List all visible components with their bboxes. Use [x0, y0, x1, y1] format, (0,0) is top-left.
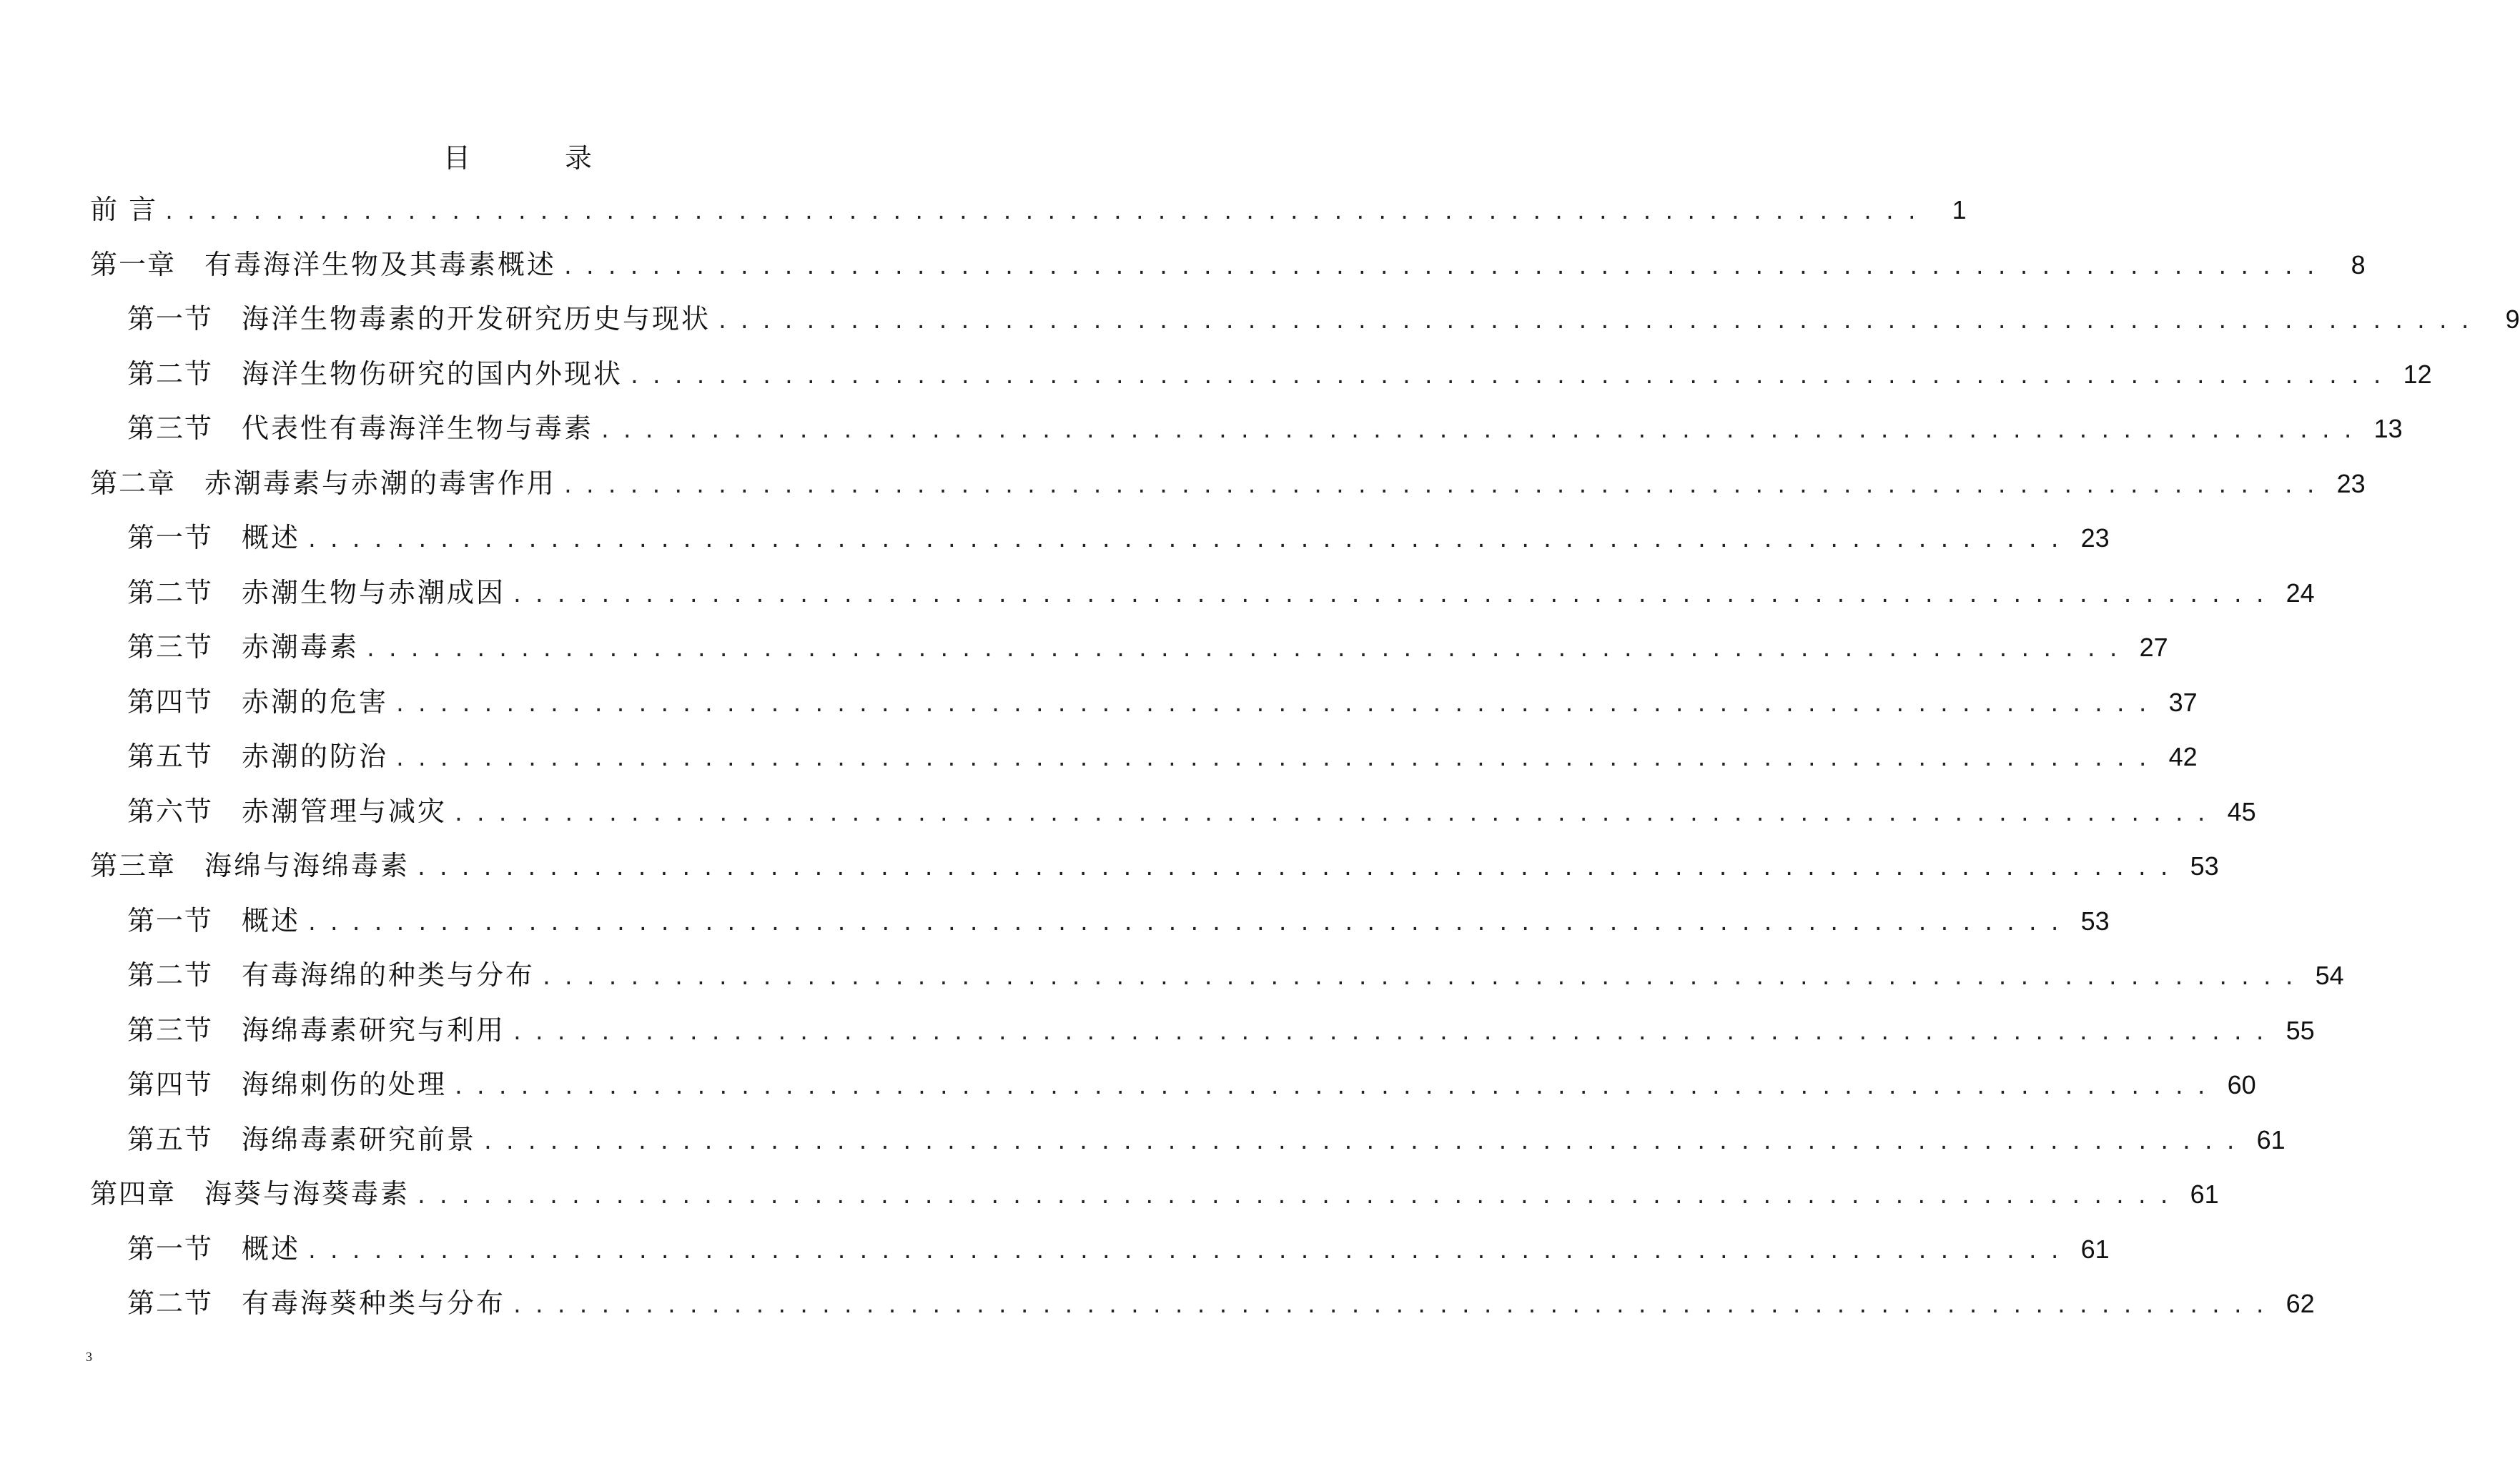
- toc-entry-number: 第二节: [127, 1287, 214, 1319]
- toc-entry-gap: [213, 1222, 242, 1277]
- page-title: 目 录: [443, 142, 636, 174]
- toc-entry-number: 第一节: [127, 522, 214, 553]
- toc-entry-label: [127, 620, 359, 675]
- toc-entry-title: 赤潮毒素与赤潮的毒害作用: [204, 467, 557, 499]
- toc-chapter-entry[interactable]: [90, 237, 2366, 292]
- toc-section-entry[interactable]: [90, 620, 2168, 675]
- toc-entry-label: [127, 1057, 447, 1112]
- toc-entry-label: [127, 347, 623, 402]
- toc-section-entry[interactable]: [90, 675, 2198, 730]
- toc-entry-title: 代表性有毒海洋生物与毒素: [242, 412, 594, 444]
- toc-entry-title: 有毒海葵种类与分布: [242, 1287, 506, 1319]
- toc-entry-number: 第四节: [127, 686, 214, 718]
- toc-entry-title: 概述: [242, 1232, 301, 1265]
- toc-entry-title: 海葵与海葵毒素: [204, 1178, 410, 1210]
- toc-chapter-entry[interactable]: [90, 839, 2219, 894]
- toc-chapter-entry[interactable]: [90, 1167, 2219, 1222]
- toc-section-entry[interactable]: [90, 401, 2403, 456]
- toc-leader-dots: ................................................................................: [540, 966, 2306, 989]
- toc-leader-dots: ................................................................................: [306, 911, 2071, 935]
- toc-entry-number: 第六节: [127, 795, 214, 827]
- toc-entry-page: 60: [2227, 1070, 2256, 1099]
- toc-entry-number: 第一节: [127, 303, 214, 335]
- toc-leader-dots: ................................................................................: [415, 856, 2180, 880]
- toc-entry-page: 13: [2373, 414, 2403, 443]
- toc-entry-page: 8: [2351, 249, 2366, 280]
- toc-section-entry[interactable]: [90, 1112, 2286, 1167]
- toc-entry-label: [127, 1112, 476, 1167]
- toc-entry-label: [127, 1276, 505, 1331]
- toc-entry-label: [127, 401, 593, 456]
- toc-entry-title: 海绵刺伤的处理: [242, 1069, 448, 1100]
- toc-entry-label: [127, 894, 300, 949]
- toc-entry-gap: [213, 1003, 242, 1058]
- toc-leader-dots: ................................................................................: [365, 638, 2130, 661]
- toc-entry-gap: [213, 292, 242, 347]
- toc-entry-number: 第二节: [127, 357, 214, 390]
- toc-entry-label: [127, 784, 447, 839]
- toc-entry-page: 27: [2139, 633, 2168, 662]
- toc-entry-gap: [213, 729, 242, 784]
- toc-section-entry[interactable]: [90, 1276, 2315, 1331]
- toc-entry-page: 24: [2286, 578, 2315, 608]
- toc-leader-dots: ................................................................................: [482, 1129, 2247, 1154]
- toc-entry-page: 9: [2505, 305, 2520, 334]
- toc-section-entry[interactable]: [90, 565, 2315, 620]
- toc-entry-page: 53: [2190, 851, 2219, 881]
- toc-entry-page: 12: [2403, 359, 2432, 389]
- toc-entry-label: [90, 1167, 410, 1222]
- toc-entry-number: 第三章: [90, 850, 177, 881]
- toc-chapter-entry[interactable]: [90, 182, 1967, 237]
- toc-entry-number: 第三节: [127, 631, 214, 663]
- toc-leader-dots: ................................................................................: [415, 1184, 2180, 1208]
- toc-entry-number: 第二节: [127, 959, 214, 991]
- toc-entry-number: 第二节: [127, 576, 214, 608]
- toc-entry-label: [127, 565, 505, 620]
- toc-entry-title: 赤潮的防治: [242, 741, 389, 772]
- toc-entry-title: 海洋生物毒素的开发研究历史与现状: [242, 303, 711, 335]
- toc-leader-dots: ................................................................................: [562, 473, 2327, 498]
- toc-entry-label: [90, 839, 410, 894]
- toc-entry-title: 赤潮生物与赤潮成因: [242, 576, 506, 608]
- toc-entry-title: 有毒海洋生物及其毒素概述: [204, 248, 557, 280]
- toc-entry-gap: [176, 839, 204, 894]
- toc-entry-number: 第一节: [127, 1232, 214, 1265]
- toc-entry-page: 61: [2256, 1124, 2286, 1154]
- toc-entry-gap: [213, 620, 242, 675]
- toc-entry-gap: [213, 347, 242, 402]
- toc-entry-gap: [213, 510, 242, 565]
- toc-entry-title: 海绵毒素研究与利用: [242, 1014, 506, 1046]
- toc-chapter-entry[interactable]: [90, 456, 2366, 511]
- toc-entry-number: 第一节: [127, 904, 214, 936]
- toc-entry-number: 第五节: [127, 741, 214, 772]
- toc-entry-gap: [176, 237, 204, 292]
- toc-entry-label: [127, 1003, 505, 1058]
- toc-entry-gap: [176, 1167, 204, 1222]
- toc-entry-page: 54: [2315, 961, 2344, 990]
- toc-entry-title: 概述: [242, 522, 301, 553]
- toc-section-entry[interactable]: [90, 1057, 2256, 1112]
- toc-entry-title: 海绵毒素研究前景: [242, 1123, 477, 1155]
- toc-entry-page: 53: [2080, 906, 2110, 936]
- toc-leader-dots: ................................................................................: [562, 254, 2327, 279]
- toc-entry-gap: [213, 1057, 242, 1112]
- toc-leader-dots: ................................................................................: [716, 310, 2481, 333]
- toc-leader-dots: ................................................................................: [306, 1239, 2071, 1263]
- toc-leader-dots: ................................................................................: [628, 364, 2393, 388]
- toc-entry-number: 前 言: [90, 194, 158, 225]
- toc-entry-title: 海洋生物伤研究的国内外现状: [242, 357, 623, 390]
- toc-entry-label: [90, 456, 556, 511]
- toc-entry-label: [90, 182, 157, 237]
- toc-entry-label: [127, 675, 388, 730]
- toc-entry-page: 1: [1952, 195, 1967, 224]
- toc-entry-label: [127, 510, 300, 565]
- toc-entry-page: 61: [2190, 1179, 2219, 1209]
- toc-entry-page: 42: [2168, 742, 2198, 771]
- toc-entry-gap: [213, 784, 242, 839]
- toc-entry-page: 61: [2080, 1234, 2110, 1264]
- toc-entry-number: 第四节: [127, 1069, 214, 1100]
- toc-entry-page: 62: [2286, 1289, 2315, 1318]
- toc-entry-gap: [213, 401, 242, 456]
- toc-entry-number: 第一章: [90, 248, 177, 280]
- toc-entry-gap: [213, 675, 242, 730]
- toc-entry-page: 37: [2168, 687, 2198, 717]
- toc-leader-dots: ................................................................................: [394, 747, 2159, 771]
- toc-entry-title: 海绵与海绵毒素: [204, 850, 410, 881]
- toc-entry-label: [127, 729, 388, 784]
- toc-section-entry[interactable]: [90, 292, 2520, 347]
- toc-leader-dots: ................................................................................: [453, 801, 2218, 826]
- toc-section-entry[interactable]: [90, 347, 2432, 402]
- toc-leader-dots: ................................................................................: [163, 200, 1928, 224]
- toc-entry-title: 赤潮的危害: [242, 686, 389, 718]
- toc-section-entry[interactable]: [90, 510, 2110, 565]
- toc-entry-page: 55: [2286, 1015, 2315, 1045]
- toc-entry-number: 第二章: [90, 467, 177, 499]
- toc-leader-dots: ................................................................................: [394, 692, 2159, 716]
- toc-entry-gap: [213, 948, 242, 1003]
- page-number: 3: [86, 1350, 92, 1364]
- toc-leader-dots: ................................................................................: [511, 583, 2276, 607]
- toc-entry-gap: [213, 565, 242, 620]
- toc-entry-number: 第四章: [90, 1178, 177, 1210]
- toc-leader-dots: ................................................................................: [511, 1020, 2276, 1044]
- toc-section-entry[interactable]: [90, 1222, 2110, 1277]
- toc-entry-page: 23: [2080, 523, 2110, 553]
- toc-entry-gap: [213, 894, 242, 949]
- toc-entry-number: 第三节: [127, 1014, 214, 1046]
- toc-section-entry[interactable]: [90, 948, 2344, 1003]
- toc-entry-title: 概述: [242, 904, 301, 936]
- toc-leader-dots: ................................................................................: [599, 419, 2364, 442]
- toc-leader-dots: ................................................................................: [511, 1294, 2276, 1317]
- toc-entry-gap: [213, 1112, 242, 1167]
- table-of-contents: [90, 182, 2520, 1331]
- toc-entry-label: [127, 948, 535, 1003]
- toc-entry-title: 有毒海绵的种类与分布: [242, 959, 535, 991]
- toc-entry-label: [127, 1222, 300, 1277]
- toc-section-entry[interactable]: [90, 784, 2256, 839]
- toc-entry-page: 23: [2336, 468, 2366, 498]
- toc-entry-title: 赤潮毒素: [242, 631, 360, 663]
- toc-entry-label: [90, 237, 556, 292]
- toc-entry-number: 第五节: [127, 1123, 214, 1155]
- toc-entry-title: 赤潮管理与减灾: [242, 795, 448, 827]
- toc-section-entry[interactable]: [90, 729, 2198, 784]
- toc-section-entry[interactable]: [90, 1003, 2315, 1058]
- toc-leader-dots: ................................................................................: [453, 1075, 2218, 1099]
- toc-entry-page: 45: [2227, 796, 2256, 826]
- toc-entry-number: 第三节: [127, 412, 214, 444]
- toc-entry-gap: [213, 1276, 242, 1331]
- toc-entry-label: [127, 292, 711, 347]
- toc-entry-gap: [176, 456, 204, 511]
- toc-leader-dots: ................................................................................: [306, 528, 2071, 552]
- toc-section-entry[interactable]: [90, 894, 2110, 949]
